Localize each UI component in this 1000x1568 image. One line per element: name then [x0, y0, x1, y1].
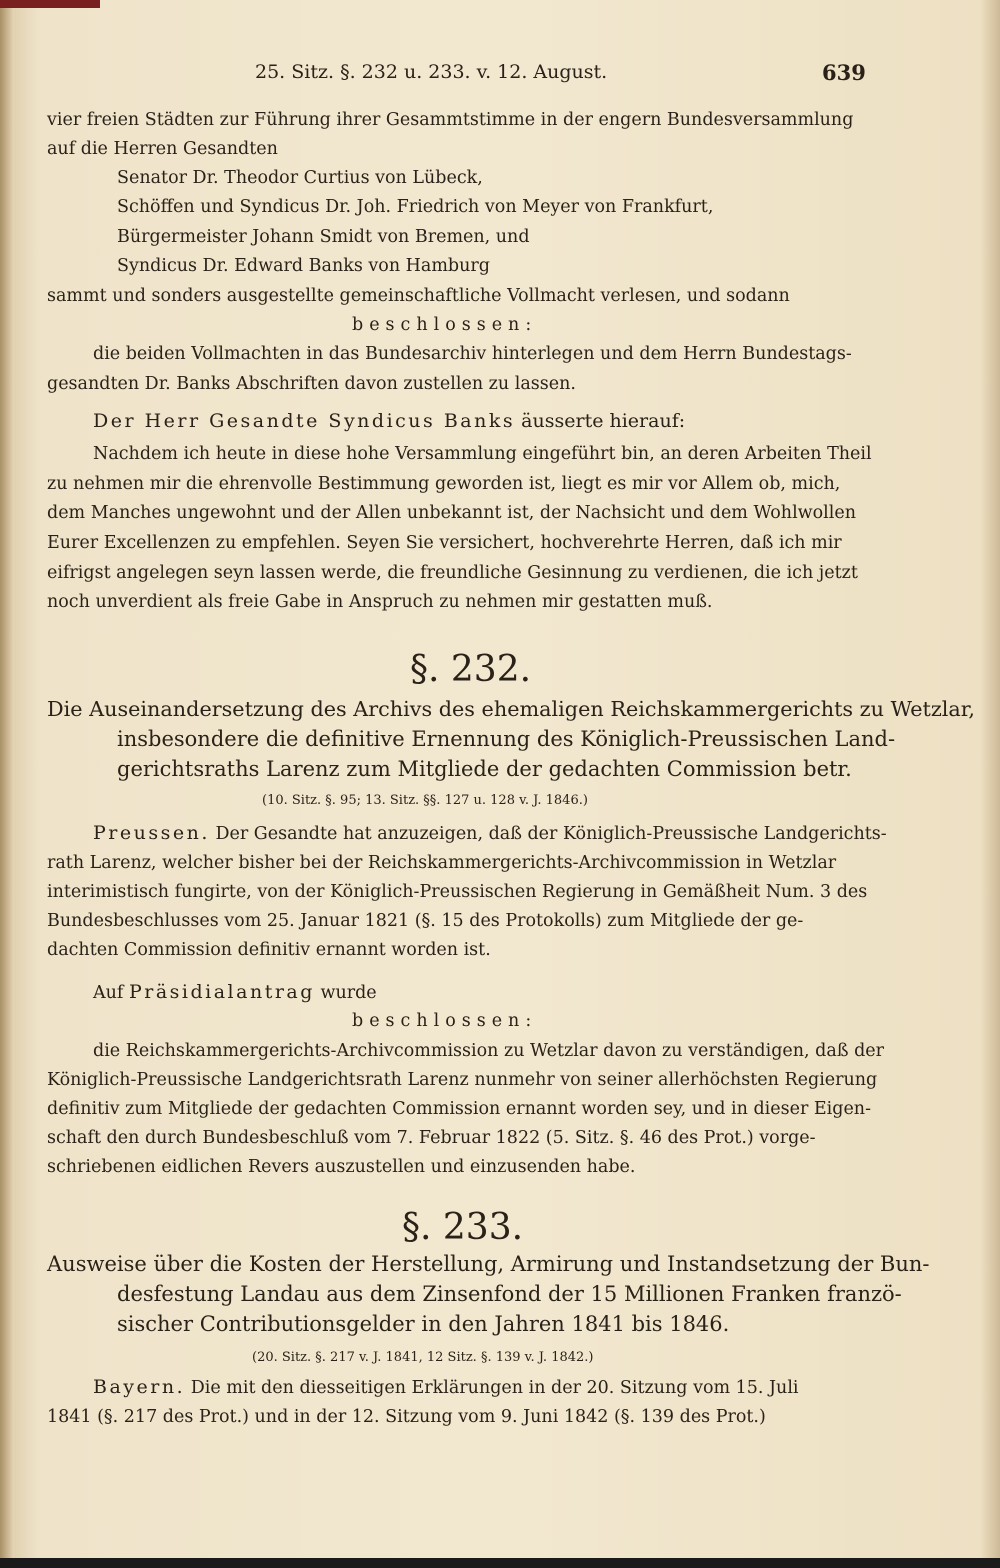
section-title-line: desfestung Landau aus dem Zinsenfond der 15 Millionen Franken franzö-	[117, 1282, 902, 1306]
speech-line: 1841 (§. 217 des Prot.) und in der 12. Sitzung vom 9. Juni 1842 (§. 139 des Prot.)	[47, 1407, 766, 1427]
speech-line: dachten Commission definitiv ernannt worden ist.	[47, 940, 491, 960]
text-line: vier freien Städten zur Führung ihrer Gesammtstimme in der engern Bundesversammlung	[47, 110, 854, 130]
speech-line: zu nehmen mir die ehrenvolle Bestimmung geworden ist, liegt es mir vor Allem ob, mich,	[47, 474, 841, 494]
speech-line: Eurer Excellenzen zu empfehlen. Seyen Sie versichert, hochverehrte Herren, daß ich mir	[47, 533, 842, 553]
speaker-name: Preussen.	[93, 822, 210, 844]
envoy-line: Syndicus Dr. Edward Banks von Hamburg	[117, 256, 490, 276]
motion-suffix: wurde	[320, 983, 377, 1003]
section-title-line: insbesondere die definitive Ernennung des Königlich-Preussischen Land-	[117, 727, 896, 751]
text-line: sammt und sonders ausgestellte gemeinschaftliche Vollmacht verlesen, und sodann	[47, 286, 790, 306]
speech-line: Die mit den diesseitigen Erklärungen in der 20. Sitzung vom 15. Juli	[190, 1378, 799, 1398]
text-line: gesandten Dr. Banks Abschriften davon zustellen zu lassen.	[47, 374, 576, 394]
speech-intro	[93, 409, 685, 433]
page-number: 639	[822, 60, 866, 85]
section-number: §. 232.	[410, 649, 532, 690]
speech-line: eifrigst angelegen seyn lassen werde, die freundliche Gesinnung zu verdienen, die ich jetzt	[47, 563, 858, 583]
speech-line: Nachdem ich heute in diese hohe Versammlung eingeführt bin, an deren Arbeiten Theil	[93, 444, 872, 464]
top-red-band	[0, 0, 100, 8]
running-header: 25. Sitz. §. 232 u. 233. v. 12. August.	[255, 61, 608, 83]
envoy-line: Bürgermeister Johann Smidt von Bremen, und	[117, 227, 530, 247]
section-title-line: gerichtsraths Larenz zum Mitgliede der gedachten Commission betr.	[117, 757, 852, 781]
decision-line: schriebenen eidlichen Revers auszustellen und einzusenden habe.	[47, 1157, 636, 1177]
resolution-heading: beschlossen:	[352, 315, 538, 335]
section-reference: (20. Sitz. §. 217 v. J. 1841, 12 Sitz. §. 139 v. J. 1842.)	[252, 1350, 594, 1365]
envoy-line: Schöffen und Syndicus Dr. Joh. Friedrich von Meyer von Frankfurt,	[117, 197, 714, 217]
speech-block	[93, 821, 887, 846]
speaker-name: Der Herr Gesandte Syndicus Banks	[93, 410, 516, 432]
section-title-line: sischer Contributionsgelder in den Jahren 1841 bis 1846.	[117, 1312, 730, 1336]
decision-line: schaft den durch Bundesbeschluß vom 7. Februar 1822 (5. Sitz. §. 46 des Prot.) vorge-	[47, 1128, 816, 1148]
resolution-heading: beschlossen:	[352, 1011, 538, 1031]
speech-line: dem Manches ungewohnt und der Allen unbekannt ist, der Nachsicht und dem Wohlwollen	[47, 503, 856, 523]
envoy-line: Senator Dr. Theodor Curtius von Lübeck,	[117, 168, 483, 188]
speaker-name: Bayern.	[93, 1376, 186, 1398]
decision-line: die Reichskammergerichts-Archivcommission zu Wetzlar davon zu verständigen, daß der	[93, 1041, 884, 1061]
text-line: die beiden Vollmachten in das Bundesarchiv hinterlegen und dem Herrn Bundestags-	[93, 344, 852, 364]
section-title-line: Die Auseinandersetzung des Archivs des ehemaligen Reichskammergerichts zu Wetzlar,	[47, 697, 975, 721]
speech-intro-rest: äusserte hierauf:	[521, 410, 686, 432]
motion-spaced: Präsidialantrag	[128, 981, 315, 1003]
motion-line	[93, 980, 377, 1005]
section-number: §. 233.	[402, 1207, 524, 1248]
speech-line: Der Gesandte hat anzuzeigen, daß der Königlich-Preussische Landgerichts-	[215, 824, 887, 844]
decision-line: definitiv zum Mitgliede der gedachten Commission ernannt worden sey, und in dieser Eigen-	[47, 1099, 871, 1119]
page-left-edge	[0, 0, 14, 1568]
bottom-dark-band	[0, 1558, 1000, 1568]
speech-block	[93, 1375, 799, 1400]
decision-line: Königlich-Preussische Landgerichtsrath Larenz nunmehr von seiner allerhöchsten Regierung	[47, 1070, 878, 1090]
speech-line: interimistisch fungirte, von der Königlich-Preussischen Regierung in Gemäßheit Num. 3 des	[47, 882, 868, 902]
motion-prefix: Auf	[93, 983, 124, 1003]
section-reference: (10. Sitz. §. 95; 13. Sitz. §§. 127 u. 128 v. J. 1846.)	[262, 793, 588, 808]
speech-line: noch unverdient als freie Gabe in Anspruch zu nehmen mir gestatten muß.	[47, 592, 713, 612]
section-title-line: Ausweise über die Kosten der Herstellung, Armirung und Instandsetzung der Bun-	[47, 1252, 930, 1276]
speech-line: rath Larenz, welcher bisher bei der Reichskammergerichts-Archivcommission in Wetzlar	[47, 853, 837, 873]
speech-line: Bundesbeschlusses vom 25. Januar 1821 (§. 15 des Protokolls) zum Mitgliede der ge-	[47, 911, 804, 931]
text-line: auf die Herren Gesandten	[47, 139, 278, 159]
